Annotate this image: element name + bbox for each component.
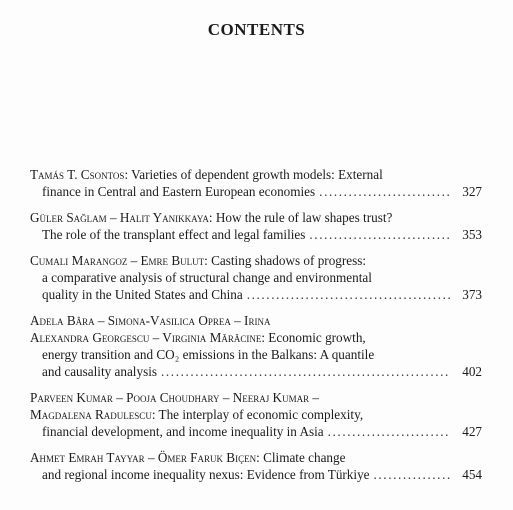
toc-entry-last-line bbox=[30, 226, 482, 243]
entry-authors: Ahmet Emrah Tayyar – Ömer Faruk Biçen bbox=[30, 450, 257, 465]
toc-entry[interactable] bbox=[30, 312, 482, 380]
toc-entry-line bbox=[30, 252, 482, 269]
page-title: CONTENTS bbox=[207, 20, 306, 39]
page-number: 353 bbox=[462, 227, 482, 242]
entry-title-text: finance in Central and Eastern European economies bbox=[42, 184, 316, 199]
toc-entry[interactable] bbox=[30, 389, 482, 440]
toc-entry[interactable] bbox=[30, 209, 482, 243]
entry-authors: Parveen Kumar – Pooja Choudhary – Neeraj Kumar – bbox=[30, 390, 319, 405]
entry-authors: Magdalena Radulescu bbox=[30, 407, 152, 422]
entry-title-text: and causality analysis bbox=[42, 364, 157, 379]
toc-entry[interactable] bbox=[30, 449, 482, 483]
entry-title-text: : Casting shadows of progress: bbox=[204, 253, 367, 268]
entry-title-text: : The interplay of economic complexity, bbox=[151, 407, 364, 422]
toc-entry-line bbox=[30, 406, 482, 423]
page-number: 402 bbox=[462, 364, 482, 379]
toc-entry[interactable] bbox=[30, 166, 482, 200]
entry-title-text: and regional income inequality nexus: Evidence from Türkiye bbox=[42, 467, 370, 482]
entry-authors: Alexandra Georgescu – Virginia Mărăcine bbox=[30, 330, 262, 345]
dot-leader bbox=[161, 363, 450, 380]
entry-title-text: : Climate change bbox=[256, 450, 346, 465]
dot-leader bbox=[328, 423, 450, 440]
page-number: 373 bbox=[462, 287, 482, 302]
toc-entry-line bbox=[30, 329, 482, 346]
toc-entry-line bbox=[30, 449, 482, 466]
entry-title-text: energy transition and CO₂ emissions in the Balkans: A quantile bbox=[42, 347, 375, 362]
entry-title-text: quality in the United States and China bbox=[42, 287, 243, 302]
toc-entry-last-line bbox=[30, 423, 482, 440]
table-of-contents bbox=[30, 166, 482, 492]
entry-title-text: : How the rule of law shapes trust? bbox=[208, 210, 393, 225]
toc-entry-line bbox=[30, 209, 482, 226]
entry-authors: Güler Sağlam – Halit Yanikkaya bbox=[30, 210, 209, 225]
toc-entry-line bbox=[30, 269, 482, 286]
entry-authors: Tamás T. Csontos bbox=[30, 167, 125, 182]
dot-leader bbox=[319, 183, 450, 200]
toc-entry-line bbox=[30, 346, 482, 363]
toc-entry[interactable] bbox=[30, 252, 482, 303]
entry-title-text: The role of the transplant effect and legal families bbox=[42, 227, 306, 242]
page-number: 427 bbox=[462, 424, 482, 439]
dot-leader bbox=[247, 286, 450, 303]
toc-entry-last-line bbox=[30, 363, 482, 380]
entry-title-text: : Economic growth, bbox=[261, 330, 366, 345]
entry-title-text: a comparative analysis of structural change and environmental bbox=[42, 270, 372, 285]
entry-title-text: financial development, and income inequality in Asia bbox=[42, 424, 324, 439]
toc-entry-line bbox=[30, 166, 482, 183]
page-number: 454 bbox=[462, 467, 482, 482]
page-number: 327 bbox=[462, 184, 482, 199]
toc-entry-line bbox=[30, 312, 482, 329]
entry-authors: Adela Bâra – Simona-Vasilica Oprea – Irina bbox=[30, 313, 271, 328]
toc-entry-last-line bbox=[30, 183, 482, 200]
entry-title-text: : Varieties of dependent growth models: External bbox=[124, 167, 383, 182]
toc-entry-last-line bbox=[30, 286, 482, 303]
dot-leader bbox=[309, 226, 450, 243]
entry-authors: Cumali Marangoz – Emre Bulut bbox=[30, 253, 205, 268]
toc-entry-line bbox=[30, 389, 482, 406]
toc-entry-last-line bbox=[30, 466, 482, 483]
dot-leader bbox=[374, 466, 450, 483]
